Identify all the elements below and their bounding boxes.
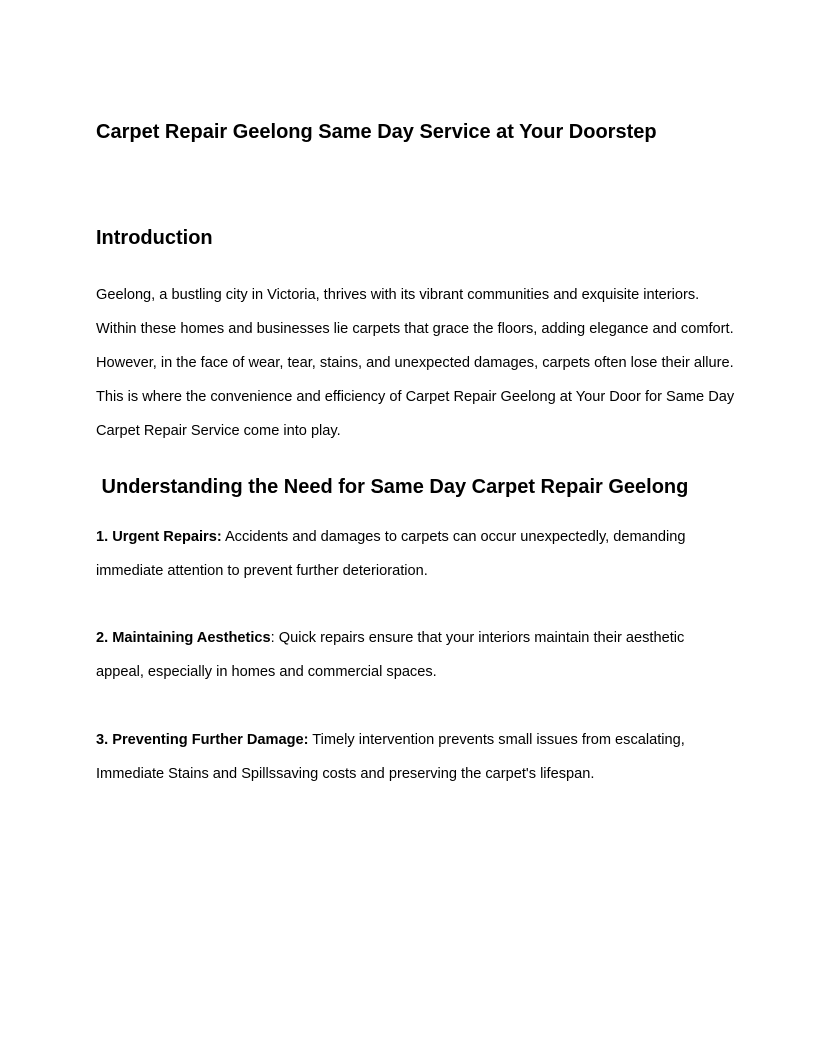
introduction-heading: Introduction	[96, 227, 213, 249]
list-item-label: 3. Preventing Further Damage:	[96, 732, 309, 748]
list-item-label: 1. Urgent Repairs:	[96, 529, 222, 545]
list-item-text: Timely intervention prevents small issues from escalating, Immediate Stains and Spillssaving costs and preserving the carpet's lifespan.	[96, 732, 685, 782]
need-section-heading: Understanding the Need for Same Day Carpet Repair Geelong	[96, 476, 689, 498]
list-item-label: 2. Maintaining Aesthetics	[96, 630, 271, 646]
list-item-maintaining-aesthetics	[96, 621, 736, 689]
list-item-urgent-repairs	[96, 520, 736, 588]
list-item-preventing-damage	[96, 723, 736, 791]
list-item-text: : Quick repairs ensure that your interiors maintain their aesthetic appeal, especially in homes and commercial spaces.	[96, 630, 685, 680]
introduction-paragraph: Geelong, a bustling city in Victoria, thrives with its vibrant communities and exquisite interiors. Within these homes and businesses lie carpets that grace the floors, adding elegance and comfort. However, in the face of wear, tear, stains, and unexpected damages, carpets often lose their allure. This is where the convenience and efficiency of Carpet Repair Geelong at Your Door for Same Day Carpet Repair Service come into play.	[96, 287, 735, 439]
page-title: Carpet Repair Geelong Same Day Service at Your Doorstep	[96, 121, 657, 143]
list-item-text: Accidents and damages to carpets can occur unexpectedly, demanding immediate attention to prevent further deterioration.	[96, 529, 686, 579]
